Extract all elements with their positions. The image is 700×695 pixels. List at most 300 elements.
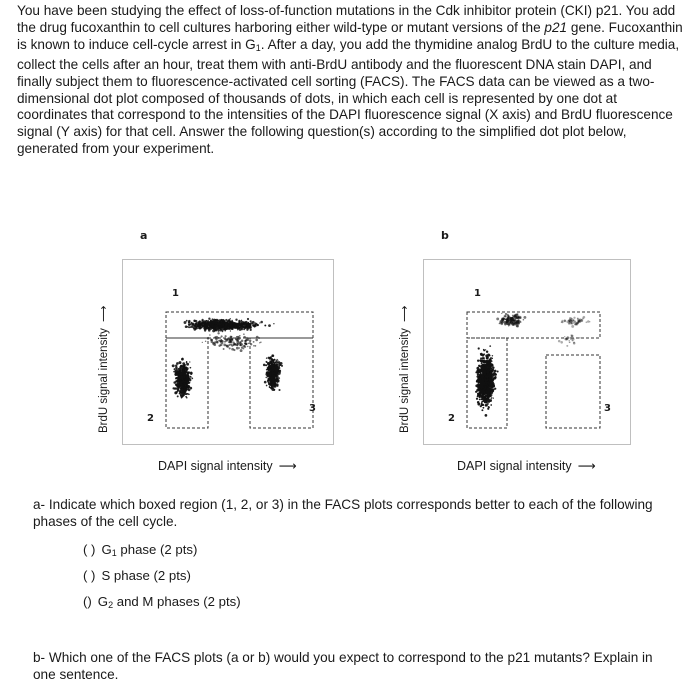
plot-b-dots bbox=[475, 313, 590, 417]
plot-b-x-axis-label bbox=[457, 458, 596, 473]
plot-b-g1-dot bbox=[484, 357, 485, 358]
plot-b-g1-dot bbox=[491, 398, 492, 399]
plot-a-s-phase-dot bbox=[230, 330, 231, 331]
plot-a-box-3-outline bbox=[250, 338, 313, 428]
plot-b-s-phase-dot bbox=[571, 325, 574, 328]
plot-a-g1-dot bbox=[180, 373, 183, 376]
plot-a-g1-dot bbox=[183, 373, 184, 374]
plot-b-g1-dot bbox=[493, 397, 494, 398]
plot-a-g1-dot bbox=[187, 393, 189, 395]
plot-a-g1-dot bbox=[176, 377, 178, 379]
plot-b-s-phase-dot bbox=[586, 321, 588, 323]
plot-b-box-2-label: 2 bbox=[448, 413, 455, 424]
plot-b-box-1-outline bbox=[467, 312, 600, 338]
plot-a-s-phase-dot bbox=[250, 320, 252, 322]
plot-a-g1-dot bbox=[185, 376, 186, 377]
plot-b-s-phase-dot bbox=[511, 319, 514, 322]
plot-a-g2m-dot bbox=[269, 383, 272, 386]
plot-b-g1-dot bbox=[484, 386, 486, 388]
plot-a-g1-dot bbox=[190, 371, 192, 373]
plot-a-s-phase-dot bbox=[192, 324, 195, 327]
plot-b-letter: b bbox=[441, 229, 449, 242]
plot-b-g1-dot bbox=[485, 383, 487, 385]
plot-b-box-1-label: 1 bbox=[474, 288, 481, 299]
plot-b-frame bbox=[423, 259, 631, 445]
plot-a-scatter-dot bbox=[229, 347, 231, 349]
plot-a-scatter-dot bbox=[228, 341, 231, 344]
plot-a-scatter-dot bbox=[240, 349, 243, 352]
plot-a-scatter-dot bbox=[248, 343, 249, 344]
plot-b-scatter-dot bbox=[566, 345, 568, 347]
plot-b-scatter-dot bbox=[569, 342, 570, 343]
plot-a-s-phase-dot bbox=[202, 326, 203, 327]
plot-b-g1-dot bbox=[484, 381, 486, 383]
plot-b-g1-dot bbox=[485, 376, 486, 377]
plot-a-g1-dot bbox=[186, 397, 188, 399]
plot-a-scatter-dot bbox=[218, 345, 220, 347]
plot-a-s-phase-dot bbox=[187, 326, 189, 328]
plot-a-s-phase-dot bbox=[240, 327, 241, 328]
plot-b-g1-dot bbox=[480, 373, 481, 374]
plot-b-s-phase-dot bbox=[501, 313, 502, 314]
plot-b-g1-dot bbox=[484, 374, 486, 376]
plot-b-s-phase-dot bbox=[507, 319, 510, 322]
plot-b-s-phase-dot bbox=[518, 320, 521, 323]
plot-a-g1-dot bbox=[190, 377, 191, 378]
intro-paragraph bbox=[17, 3, 689, 158]
plot-b-s-phase-dot bbox=[569, 320, 572, 323]
plot-a-s-phase-dot bbox=[246, 325, 249, 328]
plot-a-scatter-dot bbox=[202, 342, 203, 343]
option-s-label: S phase (2 pts) bbox=[101, 568, 191, 583]
plot-b-g1-dot bbox=[482, 393, 484, 395]
plot-b-g1-dot bbox=[489, 345, 491, 347]
plot-a-scatter-dot bbox=[236, 347, 239, 350]
option-g1-sub: 1 bbox=[111, 548, 117, 558]
plot-a-scatter-dot bbox=[233, 349, 235, 351]
plot-a-s-phase-dot bbox=[219, 327, 221, 329]
plot-b-g1-dot bbox=[486, 369, 487, 370]
plot-b-g1-dot bbox=[489, 399, 492, 402]
plot-a-g1-dot bbox=[186, 361, 187, 362]
intro-text-3: . After a day, you add the thymidine analog BrdU to the culture media, collect the cells after an hour, treat them with anti-BrdU antibody and the fluorescent DNA stain DAPI, and finally subject them to fluorescence-activated cell sorting (FACS). The FACS data can be viewed as a two-dimensional dot plot composed of thousands of dots, in which each cell is represented by one dot at coordinates that correspond to the intensities of the DAPI fluorescence signal (X axis) and BrdU fluorescence signal (Y axis) for that cell. Answer the following question(s) according to the simplified dot plot below, generated from your experiment. bbox=[17, 36, 680, 157]
plot-a-scatter-dot bbox=[232, 338, 234, 340]
plot-a-s-phase-dot bbox=[206, 327, 207, 328]
plot-a-g2m-dot bbox=[273, 361, 275, 363]
plot-a-s-phase-dot bbox=[254, 324, 257, 327]
plot-b-s-phase-dot bbox=[512, 315, 513, 317]
plot-a-dots bbox=[172, 318, 283, 399]
plot-a-scatter-dot bbox=[253, 345, 255, 347]
plot-a-g1-dot bbox=[185, 382, 187, 384]
plot-a-scatter-dot bbox=[239, 342, 241, 344]
question-b-text: b- Which one of the FACS plots (a or b) would you expect to correspond to the p21 mutants? Explain in one sentence. bbox=[33, 650, 653, 682]
plot-a-scatter-dot bbox=[221, 335, 223, 337]
plot-a-g1-dot bbox=[175, 366, 178, 369]
plot-a-s-phase-dot bbox=[185, 325, 188, 328]
plot-a-s-phase-dot bbox=[219, 320, 221, 322]
plot-a-s-phase-dot bbox=[194, 320, 196, 322]
plot-b-scatter-dot bbox=[579, 337, 581, 339]
plot-a-g2m-dot bbox=[274, 371, 276, 373]
plot-b-g1-dot bbox=[481, 409, 483, 411]
plot-b-x-arrow-icon: ⟶ bbox=[577, 459, 596, 473]
plot-a-s-phase-dot bbox=[264, 325, 266, 327]
plot-b-box-3-outline bbox=[546, 355, 600, 428]
plot-a-s-phase-dot bbox=[208, 329, 211, 332]
plot-b-g1-dot bbox=[488, 393, 490, 395]
plot-a-g2m-dot bbox=[274, 363, 275, 364]
plot-b-g1-dot bbox=[484, 402, 486, 404]
plot-b-s-phase-dot bbox=[496, 317, 499, 320]
plot-b-g1-dot bbox=[484, 384, 485, 385]
plot-a-y-arrow-icon: ⟶ bbox=[98, 305, 110, 323]
plot-a-s-phase-dot bbox=[198, 323, 201, 326]
option-s-phase[interactable] bbox=[83, 568, 191, 583]
plot-a-g1-dot bbox=[187, 385, 190, 388]
plot-a-g2m-dot bbox=[277, 360, 278, 361]
plot-a-g1-dot bbox=[172, 364, 175, 367]
plot-a-x-arrow-icon: ⟶ bbox=[278, 459, 297, 473]
plot-a-scatter-dot bbox=[239, 344, 241, 346]
plot-a-s-phase-dot bbox=[244, 323, 245, 324]
option-g2m-label: G bbox=[97, 594, 109, 609]
plot-a-g1-dot bbox=[176, 362, 179, 365]
plot-b-s-phase-dot bbox=[499, 323, 500, 324]
plot-b-s-phase-dot bbox=[573, 317, 575, 319]
g1-subscript: 1 bbox=[255, 42, 261, 53]
plot-b-g1-dot bbox=[477, 394, 479, 396]
plot-b-g1-dot bbox=[481, 403, 483, 405]
plot-a-g2m-dot bbox=[267, 368, 269, 370]
plot-b-box-3-label: 3 bbox=[604, 403, 611, 414]
plot-b-s-phase-dot bbox=[511, 323, 513, 325]
plot-b-g1-dot bbox=[476, 367, 479, 370]
plot-a-s-phase-dot bbox=[250, 325, 251, 326]
plot-a-g2m-dot bbox=[277, 382, 278, 383]
plot-b-g1-dot bbox=[497, 371, 499, 373]
plot-b-s-phase-dot bbox=[523, 316, 526, 319]
plot-b-g1-dot bbox=[486, 385, 487, 386]
plot-a-s-phase-dot bbox=[228, 328, 231, 331]
plot-b-g1-dot bbox=[479, 399, 481, 401]
plot-a-s-phase-dot bbox=[237, 324, 239, 326]
plot-a-g1-dot bbox=[180, 367, 182, 369]
plot-b-g1-dot bbox=[492, 358, 493, 359]
plot-b-g1-dot bbox=[488, 406, 490, 408]
plot-a-s-phase-dot bbox=[227, 321, 228, 322]
plot-b-g1-dot bbox=[486, 367, 488, 369]
plot-b-g1-dot bbox=[485, 414, 488, 417]
plot-a-s-phase-dot bbox=[200, 325, 203, 328]
plot-b-s-phase-dot bbox=[561, 321, 563, 323]
plot-a-g1-dot bbox=[182, 380, 184, 382]
plot-b-g1-dot bbox=[477, 386, 480, 389]
plot-a-g2m-dot bbox=[275, 365, 277, 367]
plot-a-s-phase-dot bbox=[218, 323, 221, 326]
plot-a-s-phase-dot bbox=[248, 322, 250, 324]
plot-a-g2m-dot bbox=[276, 363, 277, 364]
plot-b-g1-dot bbox=[493, 372, 496, 375]
plot-a-scatter-dot bbox=[253, 341, 255, 343]
plot-a-g2m-dot bbox=[270, 367, 271, 368]
plot-a-scatter-dot bbox=[224, 341, 226, 343]
plot-a-s-phase-dot bbox=[268, 324, 271, 327]
plot-b-g1-dot bbox=[485, 354, 488, 357]
plot-b-g1-dot bbox=[493, 388, 495, 390]
plot-a-s-phase-dot bbox=[235, 319, 237, 321]
plot-a-scatter-dot bbox=[205, 341, 206, 342]
plot-b-g1-dot bbox=[482, 380, 484, 382]
plot-b-y-axis-label bbox=[397, 306, 411, 433]
plot-b-s-phase-dot bbox=[577, 318, 579, 320]
plot-a-s-phase-dot bbox=[222, 319, 225, 322]
plot-a-g2m-dot bbox=[266, 361, 268, 363]
plot-b-g1-dot bbox=[493, 377, 495, 379]
plot-a-g1-dot bbox=[175, 384, 177, 386]
plot-a-scatter-dot bbox=[244, 342, 246, 344]
plot-b-g1-dot bbox=[480, 386, 483, 389]
plot-a-s-phase-dot bbox=[225, 325, 227, 327]
plot-a-letter: a bbox=[140, 229, 148, 242]
plot-b-g1-dot bbox=[487, 370, 489, 372]
plot-a-g1-dot bbox=[173, 381, 176, 384]
plot-b-g1-dot bbox=[480, 353, 483, 356]
plot-a-y-axis-text: BrdU signal intensity bbox=[98, 328, 110, 433]
plot-a-scatter-dot bbox=[219, 340, 221, 342]
plot-b-g1-dot bbox=[491, 365, 493, 367]
plot-a-s-phase-dot bbox=[206, 324, 208, 326]
plot-b-s-phase-dot bbox=[516, 325, 519, 328]
plot-a-g1-dot bbox=[182, 362, 185, 365]
plot-b-scatter-dot bbox=[569, 337, 571, 339]
plot-a-g1-dot bbox=[173, 371, 175, 373]
plot-b-s-phase-dot bbox=[503, 318, 505, 320]
plot-a-scatter-dot bbox=[260, 341, 261, 342]
plot-b-g1-dot bbox=[476, 389, 479, 392]
plot-a-g1-dot bbox=[179, 376, 180, 377]
plot-b-g1-dot bbox=[484, 394, 486, 396]
plot-a-s-phase-dot bbox=[231, 320, 233, 322]
plot-a-s-phase-dot bbox=[260, 321, 263, 324]
option-s-blank[interactable]: ( ) bbox=[83, 568, 96, 583]
plot-a-s-phase-dot bbox=[224, 322, 226, 324]
plot-a-scatter-dot bbox=[239, 335, 241, 337]
plot-b-g1-dot bbox=[484, 398, 485, 399]
plot-a-g1-dot bbox=[190, 367, 192, 369]
plot-a-s-phase-dot bbox=[250, 329, 252, 331]
plot-a-g2m-dot bbox=[278, 377, 280, 379]
plot-a-s-phase-dot bbox=[188, 324, 190, 326]
plot-b-g1-dot bbox=[483, 371, 486, 374]
plot-b-s-phase-dot bbox=[504, 315, 506, 317]
plot-a-s-phase-dot bbox=[252, 321, 255, 324]
plot-b-g1-dot bbox=[490, 362, 491, 363]
plot-a-s-phase-dot bbox=[230, 318, 231, 319]
plot-a-g2m-dot bbox=[266, 377, 267, 378]
plot-a-s-phase-dot bbox=[212, 321, 215, 324]
plot-a-scatter-dot bbox=[227, 338, 230, 341]
plot-b-g1-dot bbox=[477, 369, 479, 371]
plot-b-g1-dot bbox=[489, 358, 492, 361]
plot-a-s-phase-dot bbox=[208, 318, 210, 320]
plot-a-frame bbox=[122, 259, 334, 445]
plot-a-s-phase-dot bbox=[238, 320, 240, 322]
plot-a-s-phase-dot bbox=[197, 328, 198, 329]
plot-a-s-phase-dot bbox=[233, 326, 234, 327]
plot-b-s-phase-dot bbox=[589, 321, 590, 322]
plot-a-g2m-dot bbox=[266, 385, 268, 387]
plot-a-g1-dot bbox=[177, 380, 179, 382]
plot-a-g2m-dot bbox=[276, 375, 278, 377]
plot-a-g1-dot bbox=[174, 387, 176, 389]
plot-a-box-3-label: 3 bbox=[309, 403, 316, 414]
plot-b-g1-dot bbox=[485, 399, 487, 401]
plot-a-scatter-dot bbox=[226, 345, 229, 348]
plot-b-s-phase-dot bbox=[502, 319, 503, 320]
option-g2m-phase[interactable] bbox=[83, 594, 241, 610]
plot-a-g1-dot bbox=[182, 358, 184, 360]
plot-b-g1-dot bbox=[481, 375, 484, 378]
plot-a-g1-dot bbox=[187, 371, 190, 374]
plot-b-s-phase-dot bbox=[516, 321, 517, 322]
plot-a-scatter-dot bbox=[221, 342, 223, 344]
plot-a-g2m-dot bbox=[275, 379, 277, 381]
plot-a-g2m-dot bbox=[272, 369, 273, 370]
plot-a-s-phase-dot bbox=[208, 321, 210, 323]
plot-b-g1-dot bbox=[491, 360, 492, 361]
plot-a-g2m-dot bbox=[277, 369, 279, 371]
plot-a-g1-dot bbox=[180, 385, 183, 388]
plot-a-g2m-dot bbox=[270, 387, 271, 388]
option-g2m-blank[interactable]: () bbox=[83, 594, 92, 609]
plot-a-s-phase-dot bbox=[241, 322, 243, 324]
plot-a-g1-dot bbox=[182, 392, 185, 395]
plot-b-g1-dot bbox=[483, 353, 485, 355]
plot-a-s-phase-dot bbox=[208, 320, 209, 321]
plot-b-s-phase-dot bbox=[577, 322, 579, 324]
plot-b-g1-dot bbox=[486, 358, 488, 360]
plot-a-g2m-dot bbox=[278, 363, 281, 366]
plot-b-s-phase-dot bbox=[523, 319, 525, 321]
plot-b-s-phase-dot bbox=[583, 316, 586, 319]
plot-a-g2m-dot bbox=[273, 375, 276, 378]
plot-a-g1-dot bbox=[183, 390, 185, 392]
option-g1-phase[interactable] bbox=[83, 542, 197, 558]
plot-b-s-phase-dot bbox=[513, 318, 514, 319]
plot-b-g1-dot bbox=[491, 369, 493, 371]
plot-a-x-axis-text: DAPI signal intensity bbox=[158, 459, 273, 473]
plot-a-scatter-dot bbox=[210, 338, 213, 341]
plot-b-g1-dot bbox=[490, 371, 491, 372]
plot-a-g1-dot bbox=[187, 381, 190, 384]
plot-a-g1-dot bbox=[182, 366, 183, 367]
plot-a-g1-dot bbox=[184, 371, 186, 373]
plot-b-g1-dot bbox=[479, 365, 481, 367]
plot-b-s-phase-dot bbox=[508, 325, 510, 327]
plot-a-g1-dot bbox=[181, 376, 184, 379]
plot-b-s-phase-dot bbox=[504, 321, 506, 323]
plot-a-scatter-dot bbox=[221, 339, 222, 340]
plot-a-g2m-dot bbox=[268, 374, 270, 376]
plot-b-g1-dot bbox=[477, 403, 480, 406]
plot-a-g2m-dot bbox=[265, 365, 266, 366]
option-g2m-sub: 2 bbox=[108, 600, 114, 610]
intro-text-2: gene. Fucoxanthin is known to induce cell-cycle arrest in G bbox=[17, 19, 683, 52]
plot-b-g1-dot bbox=[487, 388, 489, 390]
plot-b-scatter-dot bbox=[570, 334, 571, 335]
plot-a-scatter-dot bbox=[217, 332, 219, 334]
plot-b-g1-dot bbox=[481, 360, 484, 363]
option-g2m-rest: and M phases (2 pts) bbox=[113, 594, 241, 609]
option-g1-blank[interactable]: ( ) bbox=[83, 542, 96, 557]
plot-a-g1-dot bbox=[184, 388, 186, 390]
plot-b-g1-dot bbox=[484, 379, 486, 381]
plot-a-g2m-dot bbox=[271, 365, 274, 368]
plot-a-g1-dot bbox=[177, 395, 179, 397]
plot-b-g1-dot bbox=[482, 407, 484, 409]
plot-a-scatter-dot bbox=[243, 333, 245, 335]
plot-b-g1-dot bbox=[478, 347, 480, 349]
plot-a-s-phase-dot bbox=[193, 328, 196, 331]
plot-a-g2m-dot bbox=[273, 389, 275, 391]
plot-a-scatter-dot bbox=[236, 336, 237, 337]
option-g1-label: G bbox=[101, 542, 112, 557]
plot-b-g1-dot bbox=[481, 396, 483, 398]
plot-a-s-phase-dot bbox=[237, 329, 239, 331]
plot-a-scatter-dot bbox=[243, 348, 244, 349]
plot-b-g1-dot bbox=[482, 357, 484, 359]
plot-b-g1-dot bbox=[491, 384, 493, 386]
plot-a-scatter-dot bbox=[236, 338, 239, 341]
plot-b-g1-dot bbox=[492, 355, 493, 356]
option-g1-rest: phase (2 pts) bbox=[116, 542, 198, 557]
plot-b-g1-dot bbox=[485, 367, 486, 368]
plot-a-s-phase-dot bbox=[186, 320, 188, 322]
plot-a-g1-dot bbox=[177, 371, 180, 374]
plot-b-g1-dot bbox=[477, 379, 479, 381]
plot-b-scatter-dot bbox=[564, 336, 565, 337]
plot-a-s-phase-dot bbox=[222, 324, 224, 326]
plot-b-g1-dot bbox=[486, 375, 488, 377]
plot-b-scatter-dot bbox=[558, 340, 561, 343]
plot-b-s-phase-dot bbox=[500, 320, 503, 323]
plot-a-scatter-dot bbox=[255, 345, 257, 347]
plot-a-s-phase-dot bbox=[191, 322, 193, 324]
plot-a-s-phase-dot bbox=[257, 324, 259, 326]
plot-a-scatter-dot bbox=[243, 345, 245, 347]
plot-a-g1-dot bbox=[178, 383, 181, 386]
plot-b-s-phase-dot bbox=[506, 322, 509, 325]
plot-a-s-phase-dot bbox=[230, 323, 232, 325]
plot-a-scatter-dot bbox=[223, 344, 226, 347]
plot-a-g2m-dot bbox=[269, 365, 271, 367]
plot-a-g1-dot bbox=[189, 387, 192, 390]
plot-b-g1-dot bbox=[477, 359, 479, 361]
plot-b-y-arrow-icon: ⟶ bbox=[399, 305, 411, 323]
plot-b-y-axis-text: BrdU signal intensity bbox=[399, 328, 411, 433]
plot-b-scatter-dot bbox=[571, 339, 573, 341]
plot-a-s-phase-dot bbox=[188, 322, 190, 324]
plot-a-s-phase-dot bbox=[184, 321, 187, 324]
plot-b-scatter-dot bbox=[568, 340, 570, 342]
plot-b-s-phase-dot bbox=[515, 314, 518, 317]
plot-a-s-phase-dot bbox=[212, 327, 214, 329]
plot-a-s-phase-dot bbox=[273, 323, 274, 324]
plot-b-g1-dot bbox=[488, 367, 490, 369]
plot-b-g1-dot bbox=[481, 371, 482, 372]
plot-a-s-phase-dot bbox=[218, 330, 220, 332]
